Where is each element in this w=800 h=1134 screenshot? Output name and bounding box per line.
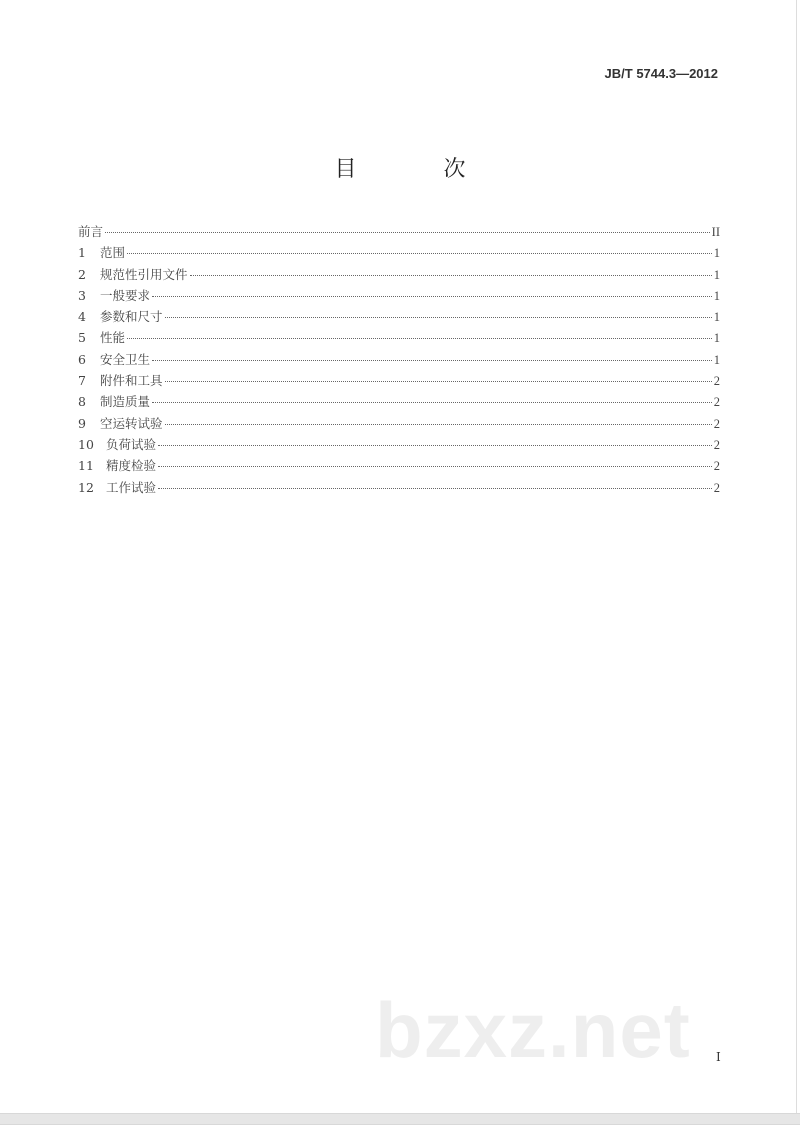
- toc-entry-page: 2: [713, 459, 720, 474]
- toc-entry-label: 空运转试验: [100, 415, 163, 431]
- page-separator: [0, 1113, 800, 1125]
- toc-entry-number: 4: [78, 309, 86, 325]
- dot-leader: [127, 253, 712, 254]
- toc-entry-number: 3: [78, 287, 86, 303]
- toc-entry-page: 1: [713, 246, 720, 261]
- toc-entry[interactable]: [78, 371, 720, 392]
- toc-entry-page: 2: [713, 480, 720, 495]
- toc-entry[interactable]: [78, 243, 720, 264]
- toc-entry[interactable]: [78, 392, 720, 413]
- toc-entry-label: 参数和尺寸: [100, 309, 163, 325]
- toc-entry[interactable]: [78, 286, 720, 307]
- toc-entry-number: 9: [78, 415, 86, 431]
- dot-leader: [105, 232, 710, 233]
- page-title: 目 次: [334, 157, 506, 182]
- toc-entry[interactable]: [78, 456, 720, 477]
- toc-entry-label: 附件和工具: [100, 373, 163, 389]
- toc-entry-page: 2: [713, 395, 720, 410]
- toc-entry-label: 性能: [100, 330, 126, 346]
- toc-entry-label: 规范性引用文件: [100, 266, 188, 282]
- dot-leader: [158, 466, 712, 467]
- toc-entry-label: 前言: [78, 224, 104, 239]
- toc-entry-label: 安全卫生: [100, 351, 151, 367]
- dot-leader: [152, 402, 712, 403]
- document-number: JB/T 5744.3—2012: [604, 66, 718, 81]
- toc-entry-number: 2: [78, 266, 86, 282]
- toc-entry[interactable]: [78, 265, 720, 286]
- toc-entry-label: 范围: [100, 245, 126, 261]
- toc-entry-page: 1: [713, 288, 720, 303]
- toc-entry-page: 2: [713, 437, 720, 452]
- toc-entry-number: 7: [78, 373, 86, 389]
- dot-leader: [127, 338, 712, 339]
- dot-leader: [165, 424, 712, 425]
- toc-entry-page: 2: [713, 416, 720, 431]
- dot-leader: [152, 360, 712, 361]
- dot-leader: [158, 488, 712, 489]
- toc-entry[interactable]: [78, 222, 720, 243]
- toc-entry-page: 2: [713, 374, 720, 389]
- dot-leader: [152, 296, 712, 297]
- dot-leader: [158, 445, 712, 446]
- dot-leader: [165, 317, 712, 318]
- watermark: bzxz.net: [375, 986, 691, 1074]
- toc-entry[interactable]: [78, 478, 720, 499]
- toc-entry[interactable]: [78, 307, 720, 328]
- toc-entry[interactable]: [78, 414, 720, 435]
- toc-entry-number: 8: [78, 394, 86, 410]
- toc-entry-number: 11: [78, 458, 94, 474]
- toc-entry-page: 1: [713, 331, 720, 346]
- toc-entry-label: 负荷试验: [106, 436, 157, 452]
- toc-entry-label: 工作试验: [106, 479, 157, 495]
- toc-entry-number: 6: [78, 351, 86, 367]
- dot-leader: [190, 275, 712, 276]
- table-of-contents: [78, 222, 720, 499]
- toc-entry-page: 1: [713, 310, 720, 325]
- toc-entry-number: 10: [78, 436, 94, 452]
- toc-entry[interactable]: [78, 328, 720, 349]
- toc-entry-number: 12: [78, 479, 94, 495]
- toc-entry-page: 1: [713, 267, 720, 282]
- toc-entry-number: 1: [78, 245, 86, 261]
- page-number: I: [716, 1050, 721, 1064]
- toc-entry-page: 1: [713, 352, 720, 367]
- toc-entry-number: 5: [78, 330, 86, 346]
- toc-entry[interactable]: [78, 435, 720, 456]
- toc-entry-label: 制造质量: [100, 394, 151, 410]
- toc-entry[interactable]: [78, 350, 720, 371]
- dot-leader: [165, 381, 712, 382]
- toc-entry-page: II: [711, 225, 720, 239]
- toc-entry-label: 精度检验: [106, 458, 157, 474]
- toc-entry-label: 一般要求: [100, 287, 151, 303]
